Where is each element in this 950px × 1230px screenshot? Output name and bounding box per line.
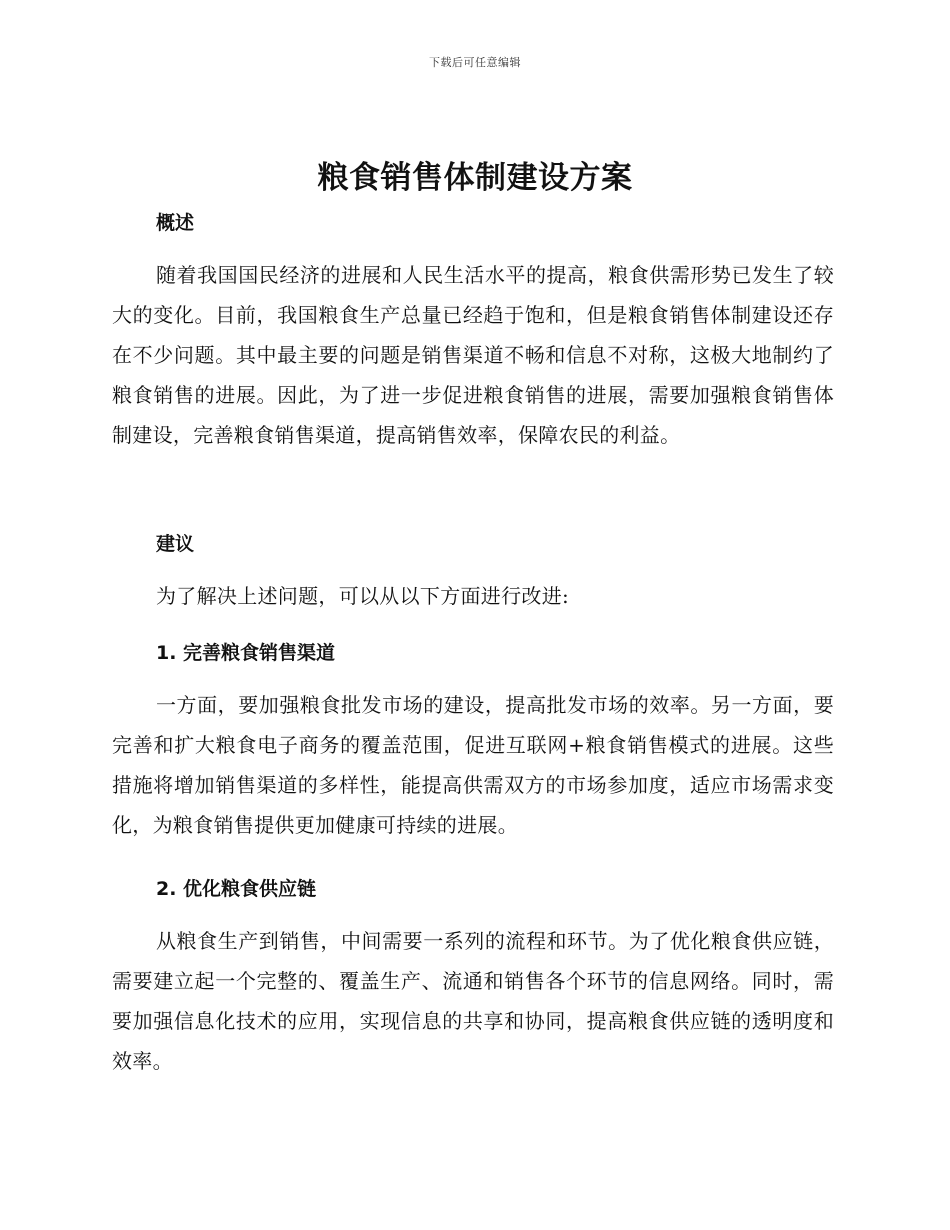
section-heading-suggestions: 建议 bbox=[156, 533, 195, 555]
section-paragraph-overview: 随着我国国民经济的进展和人民生活水平的提高，粮食供需形势已发生了较大的变化。目前，我国粮食生产总量已经趋于饱和，但是粮食销售体制建设还存在不少问题。其中最主要的问题是销售渠道不畅和信息不对称，这极大地制约了粮食销售的进展。因此，为了进一步促进粮食销售的进展，需要加强粮食销售体制建设，完善粮食销售渠道，提高销售效率，保障农民的利益。 bbox=[112, 263, 834, 447]
section-paragraph-supply-chain: 从粮食生产到销售，中间需要一系列的流程和环节。为了优化粮食供应链，需要建立起一个完整的、覆盖生产、流通和销售各个环节的信息网络。同时，需要加强信息化技术的应用，实现信息的共享和协同，提高粮食供应链的透明度和效率。 bbox=[112, 929, 834, 1073]
section-heading-channels: 1. 完善粮食销售渠道 bbox=[156, 642, 336, 664]
section-paragraph-channels: 一方面，要加强粮食批发市场的建设，提高批发市场的效率。另一方面，要完善和扩大粮食电子商务的覆盖范围，促进互联网+粮食销售模式的进展。这些措施将增加销售渠道的多样性，能提高供需双方的市场参加度，适应市场需求变化，为粮食销售提供更加健康可持续的进展。 bbox=[112, 693, 834, 837]
header-note: 下载后可任意编辑 bbox=[429, 56, 521, 69]
section-suggestions-body bbox=[112, 576, 834, 616]
section-overview bbox=[112, 208, 834, 235]
section-channels bbox=[112, 638, 834, 665]
section-supply-chain bbox=[112, 874, 834, 901]
section-heading-overview: 概述 bbox=[156, 212, 195, 234]
section-supply-chain-body bbox=[112, 921, 834, 1081]
section-heading-supply-chain: 2. 优化粮食供应链 bbox=[156, 878, 317, 900]
section-overview-body bbox=[112, 255, 834, 455]
section-suggestions bbox=[112, 529, 834, 556]
document-title: 粮食销售体制建设方案 bbox=[317, 160, 633, 196]
section-paragraph-suggestions: 为了解决上述问题，可以从以下方面进行改进: bbox=[156, 584, 570, 608]
section-channels-body bbox=[112, 685, 834, 845]
